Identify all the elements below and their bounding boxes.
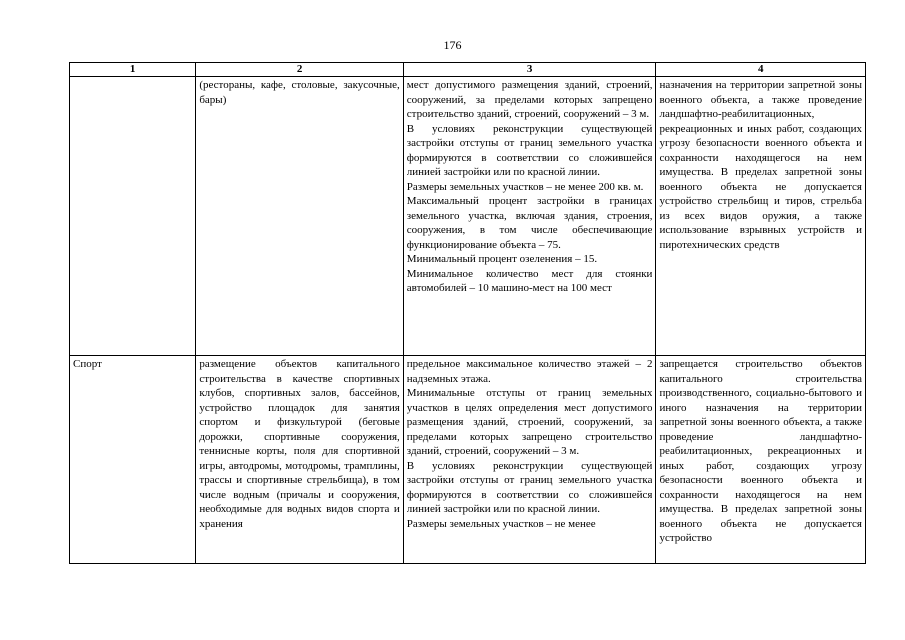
cell-parameters (403, 77, 656, 356)
paragraph: Размеры земельных участков – не менее 200 кв. м. (406, 180, 644, 193)
paragraph: размещение объектов капитального строительства в качестве спортивных клубов, спортивных залов, бассейнов, устройство площадок для занятия спортом и физкультурой (беговые дорожки, спортивные сооружения, теннисные корты, поля для спортивной игры, автодромы, мотодромы, трамплины, трассы и спортивные стрельбища), в том числе водным (причалы и сооружения, необходимые для водных видов спорта и хранения (199, 358, 400, 530)
cell-use-description (196, 356, 403, 564)
paragraph: Максимальный процент застройки в границах земельного участка, включая здания, строения, сооружения, в том числе обеспечивающие функционирование объекта – 75. (406, 195, 653, 251)
paragraph: Размеры земельных участков – не менее (406, 517, 596, 530)
paragraph: запрещается строительство объектов капитального строительства производственного, социально-бытового и иного назначения на территории запретной зоны военного объекта, а также проведение ландшафтно-реабилитационных, рекреационных и иных работ, создающих угрозу безопасности военного объекта и сохранности находящегося на нем имущества. В пределах запретной зоны военного объекта не допускается устройство (659, 358, 862, 544)
table-header-row (70, 63, 866, 77)
paragraph: Минимальные отступы от границ земельных участков в целях определения мест допустимого размещения зданий, строений, сооружений, за пределами которых запрещено строительство зданий, строений, сооружений – 3 м. (406, 387, 653, 457)
paragraph: Минимальный процент озеленения – 15. (406, 253, 598, 265)
column-header: 3 (403, 63, 656, 77)
cell-use-name (70, 77, 196, 356)
cell-restrictions (656, 356, 866, 564)
column-header: 4 (656, 63, 866, 77)
column-header: 2 (196, 63, 403, 77)
cell-parameters (403, 356, 656, 564)
cell-use-name: Спорт (70, 356, 196, 564)
paragraph: назначения на территории запретной зоны военного объекта, а также проведение ландшафтно-реабилитационных, рекреационных и иных работ, создающих угрозу безопасности военного объекта и сохранности находящегося на нем имущества. В пределах запретной зоны военного объекта не допускается устройство стрельбищ и тиров, стрельба из всех видов оружия, а также использование взрывных устройств и пиротехнических средств (659, 79, 862, 251)
paragraph: предельное максимальное количество этажей – 2 надземных этажа. (406, 358, 653, 385)
paragraph: В условиях реконструкции существующей застройки отступы от границ земельного участка формируются в соответствии со сложившейся линией застройки или по красной линии. (406, 122, 653, 178)
table-row (70, 356, 866, 564)
paragraph: мест допустимого размещения зданий, строений, сооружений, за пределами которых запрещено строительство зданий, строений, сооружений – 3 м. (406, 79, 653, 120)
cell-restrictions (656, 77, 866, 356)
page-number: 176 (443, 38, 462, 52)
cell-use-description (196, 77, 403, 356)
column-header: 1 (70, 63, 196, 77)
table-row (70, 77, 866, 356)
paragraph: В условиях реконструкции существующей застройки отступы от границ земельного участка формируются в соответствии со сложившейся линией застройки или по красной линии. (406, 459, 653, 515)
paragraph: (рестораны, кафе, столовые, закусочные, бары) (199, 79, 400, 106)
regulations-table (69, 62, 866, 564)
paragraph: Минимальное количество мест для стоянки автомобилей – 10 машино-мест на 100 мест (406, 267, 653, 294)
